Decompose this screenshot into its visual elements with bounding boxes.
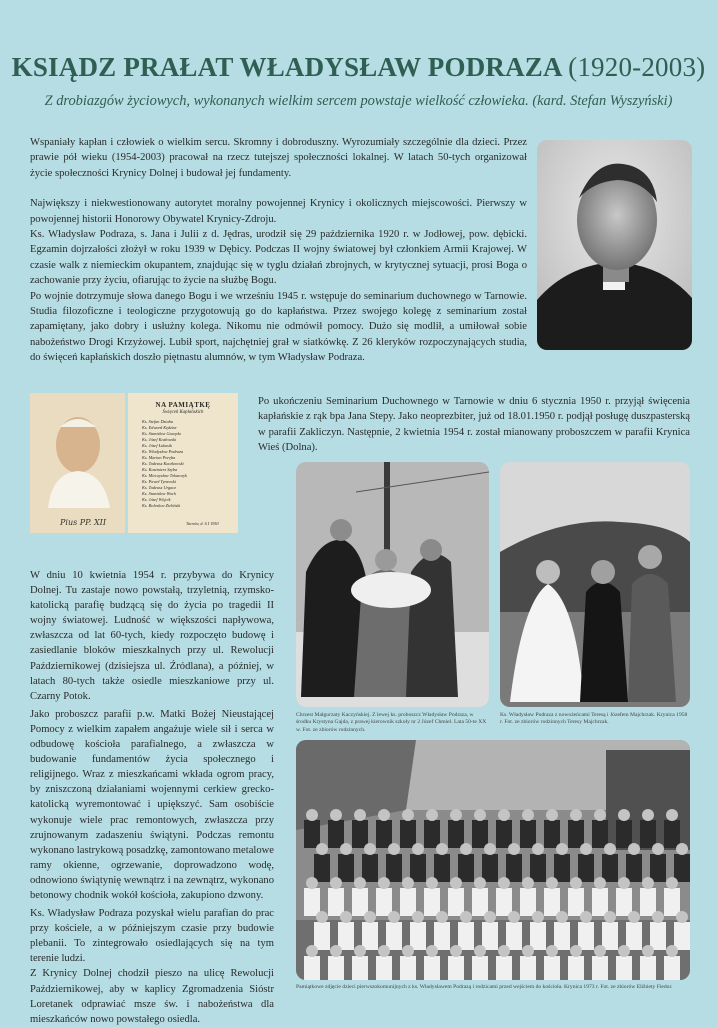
card-name-item: Ks. Tadeusz Kaczkowski xyxy=(142,461,184,466)
card-subtitle: Święceń Kapłańskich xyxy=(162,410,204,415)
baptism-caption: Chrzest Małgorzaty Kaczyńskiej. Z lewej ks. proboszcz Władysław Podraza, w środku Krystyna Gajda, z prawej kierownik szkoły nr 2 Józef Chmiel. Lata 50-te XX w. Fot. ze zbiorów rodzinnych. xyxy=(296,712,487,733)
card-name-item: Ks. Tadeusz Urgacz xyxy=(142,485,176,490)
card-name-item: Ks. Józef Łukasik xyxy=(142,443,172,448)
krynica-paragraph: W dniu 10 kwietnia 1954 r. przybywa do Krynicy Dolnej. Tu zastaje nowo powstałą, trzyletnią, rzymsko-katolicką parafię budzącą się do życia po tragedii II wojny światowej. Ludność w większości napływowa, zwłaszcza od lat 60-tych, kiedy rozpoczęto budowę i zasiedlanie bloków mieszkalnych przy ul. Rewolucji Październikowej (dzisiejsza ul. Źródlana), a później, w latach 80-tych także osiedle mieszkaniowe przy ul. Czarny Potok. xyxy=(30,570,274,702)
title-years: (1920-2003) xyxy=(568,52,706,82)
card-name-item: Ks. Paweł Tyrawski xyxy=(142,479,176,484)
card-footer: Tarnów, d. 6 I 1950 xyxy=(186,521,219,526)
wedding-photo xyxy=(500,462,690,707)
card-title: NA PAMIĄTKĘ xyxy=(155,401,211,409)
card-name-item: Ks. Bolesław Zieliński xyxy=(142,503,181,508)
ordination-card xyxy=(128,393,238,533)
krynica-paragraph: Jako proboszcz parafii p.w. Matki Bożej Nieustającej Pomocy z wielkim zapałem angażuje wiele sił i serca w odbudowę kościoła parafialnego, a zwłaszcza w budowanie fundamentów życia społecznego i religijnego. Wraz z mieszkańcami wkłada ogrom pracy, by zniszczoną działaniami wojennymi cerkiew grecko-katolicką wyremontować i upiększyć. Sam osobiście wykonuje wiele prac remontowych, zwłaszcza przy zrujnowanym zadaszeniu świątyni. Podczas remontu wykonano lastrykową posadzkę, zamontowano metalowe ramy okienne, ogrzewanie, doprowadzono wodę, odnowiono świątynię wewnątrz i na zewnątrz, wykonano betonowy chodnik wokół kościoła, zakupiono dzwony. xyxy=(30,708,274,901)
ordination-text: Po ukończeniu Seminarium Duchownego w Tarnowie w dniu 6 stycznia 1950 r. przyjął święcenia kapłańskie z rąk bpa Jana Stepy. Jako neoprezbiter, już od 18.01.1950 r. podjął posługę duszpasterską w parafii Zakliczyn. Następnie, 2 kwietnia 1954 r. został mianowany proboszczem w parafii Krynica Wieś (Dolna). xyxy=(258,396,690,454)
intro-paragraph: Po wojnie dotrzymuje słowa danego Bogu i we wrześniu 1945 r. wstępuje do seminarium duchownego w Tarnowie. Studia filozoficzne i teologiczne przygotowują go do kapłaństwa. Przez swojego kolegę z seminarium został zapamiętany, jako dobry i usłużny kolega. Nikomu nie odmówił pomocy. Dużo się modlił, a umiłował sobie nabożeństwo Drogi Krzyżowej. Lubił sport, najchętniej grał w siatkówkę. Z 26 kleryków rozpoczynających studia, do święceń kapłańskich doszło piętnastu alumnów, w tym Władysław Podraza. xyxy=(30,290,527,364)
krynica-paragraph: Z Krynicy Dolnej chodził pieszo na ulicę Rewolucji Październikowej, aby w kaplicy Zgromadzenia Sióstr Loretanek odprawiać msze św. i nabożeństwa dla mieszkańców nowo powstałego osiedla. xyxy=(30,968,274,1025)
pope-image xyxy=(30,393,125,533)
card-name-item: Ks. Mieczysław Tokarczyk xyxy=(142,473,187,478)
motto-quote: Z drobiazgów życiowych, wykonanych wielkim sercem powstaje wielkość człowieka. (kard. Stefan Wyszyński) xyxy=(44,93,673,109)
intro-paragraph: Największy i niekwestionowany autorytet moralny powojennej Krynicy i okolicznych miejscowości. Pierwszy w powojennej historii Honorowy Obywatel Krynicy-Zdroju. xyxy=(30,198,527,225)
baptism-photo xyxy=(296,462,489,707)
card-name-item: Ks. Józef Wójcik xyxy=(142,497,171,502)
card-name-item: Ks. Marian Poręba xyxy=(142,455,176,460)
intro-block xyxy=(30,135,527,366)
wedding-caption: Ks. Władysław Podraza z nowożeńcami Teresą i Józefem Majchrzak. Krynica 1958 r. Fot. ze zbiorów rodzinnych Teresy Majchrzak. xyxy=(500,712,688,726)
communion-photo xyxy=(296,740,690,980)
card-name-item: Ks. Stanisław Gawęda xyxy=(142,431,181,436)
intro-paragraph: Ks. Władysław Podraza, s. Jana i Julii z d. Jędras, urodził się 29 października 1920 r. w Jodłowej, pow. dębicki. Egzamin dojrzałości złożył w roku 1939 w Dębicy. Podczas II wojny światowej był członkiem Armii Krajowej. W czasie walk z niemieckim okupantem, znajdując się w tyglu działań zbrojnych, w krytycznej sytuacji, prosi Boga o zachowanie przy życiu, ofiarując to życie na służbę Bogu. xyxy=(30,229,527,287)
krynica-block xyxy=(30,568,274,1027)
card-name-item: Ks. Edward Kędzior xyxy=(142,425,177,430)
intro-paragraph: Wspaniały kapłan i człowiek o wielkim sercu. Skromny i dobroduszny. Wyrozumiały szczególnie dla dzieci. Przez prawie pół wieku (1954-2003) pracował na rzecz tutejszej społeczności lokalnej. W latach 50-tych organizował życie społeczności Krynicy Dolnej i budował jej fundamenty. xyxy=(30,137,527,179)
title-text: KSIĄDZ PRAŁAT WŁADYSŁAW PODRAZA xyxy=(11,52,562,82)
page-title xyxy=(0,52,717,83)
card-name-item: Ks. Stefan Dziuba xyxy=(142,419,173,424)
communion-caption: Pamiątkowe zdjęcie dzieci pierwszokomunijnych z ks. Władysławem Podrazą i rodzicami przed wejściem do kościoła. Krynica 1973 r. Fot. ze zbiorów Elżbiety Fiedor. xyxy=(296,984,673,990)
portrait-photo xyxy=(537,140,692,350)
krynica-paragraph: Ks. Władysław Podraza pozyskał wielu parafian do prac przy kościele, a w późniejszym czasie przy budowie plebanii. To zintegrowało osiedlających się na tym terenie ludzi. xyxy=(30,908,274,965)
card-names xyxy=(142,419,238,509)
card-name-item: Ks. Stanisław Wach xyxy=(142,491,176,496)
card-name-item: Ks. Józef Kozłowski xyxy=(142,437,177,442)
card-signature: Pius PP. XII xyxy=(60,518,106,527)
card-name-item: Ks. Władysław Podraza xyxy=(142,449,184,454)
card-name-item: Ks. Kazimierz Szyba xyxy=(142,467,178,472)
